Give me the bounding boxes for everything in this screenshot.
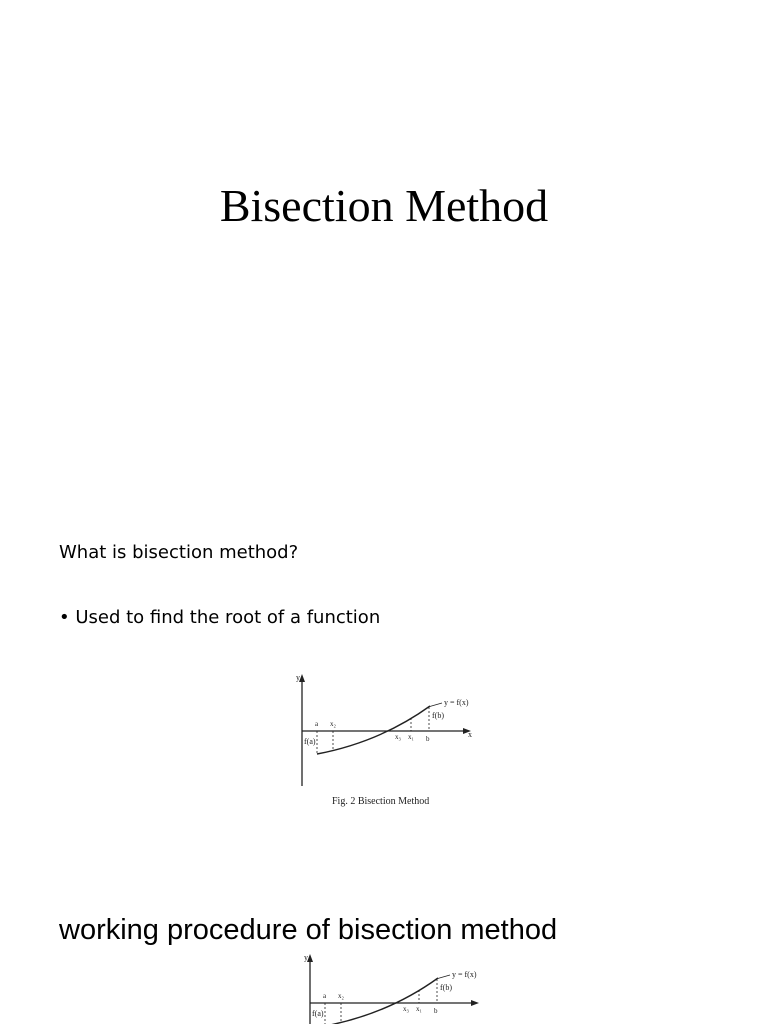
bisection-figure-2 [298,952,488,1024]
x1-label: x₁ [408,733,414,741]
content-slide [0,512,768,1024]
b-label-2: b [434,1007,438,1015]
bisection-figure [290,672,480,792]
x2-label-2: x₂ [338,992,344,1000]
fb-label-2: f(b) [440,983,452,992]
bullet-item: • Used to find the root of a function [59,607,381,628]
y-axis-label-2: y [304,953,308,962]
bisection-diagram-2 [298,952,488,1024]
x2-label: x₂ [330,720,336,728]
x1-label-2: x₁ [416,1005,422,1013]
figure-caption: Fig. 2 Bisection Method [332,796,430,807]
question-text: What is bisection method? [59,542,299,563]
curve-label-2: y = f(x) [452,970,477,979]
fa-label: f(a) [304,737,316,746]
x3-label: x₃ [395,733,401,741]
fa-label-2: f(a) [312,1009,324,1018]
slide-title: Bisection Method [219,180,549,231]
x-axis-label: x [468,730,472,739]
fb-label: f(b) [432,711,444,720]
curve-label: y = f(x) [444,698,469,707]
bisection-diagram [290,672,480,792]
a-label-2: a [323,992,327,1000]
b-label: b [426,735,430,743]
section-heading: working procedure of bisection method [59,914,558,946]
a-label: a [315,720,319,728]
y-axis-label: y [296,673,300,682]
x3-label-2: x₃ [403,1005,409,1013]
